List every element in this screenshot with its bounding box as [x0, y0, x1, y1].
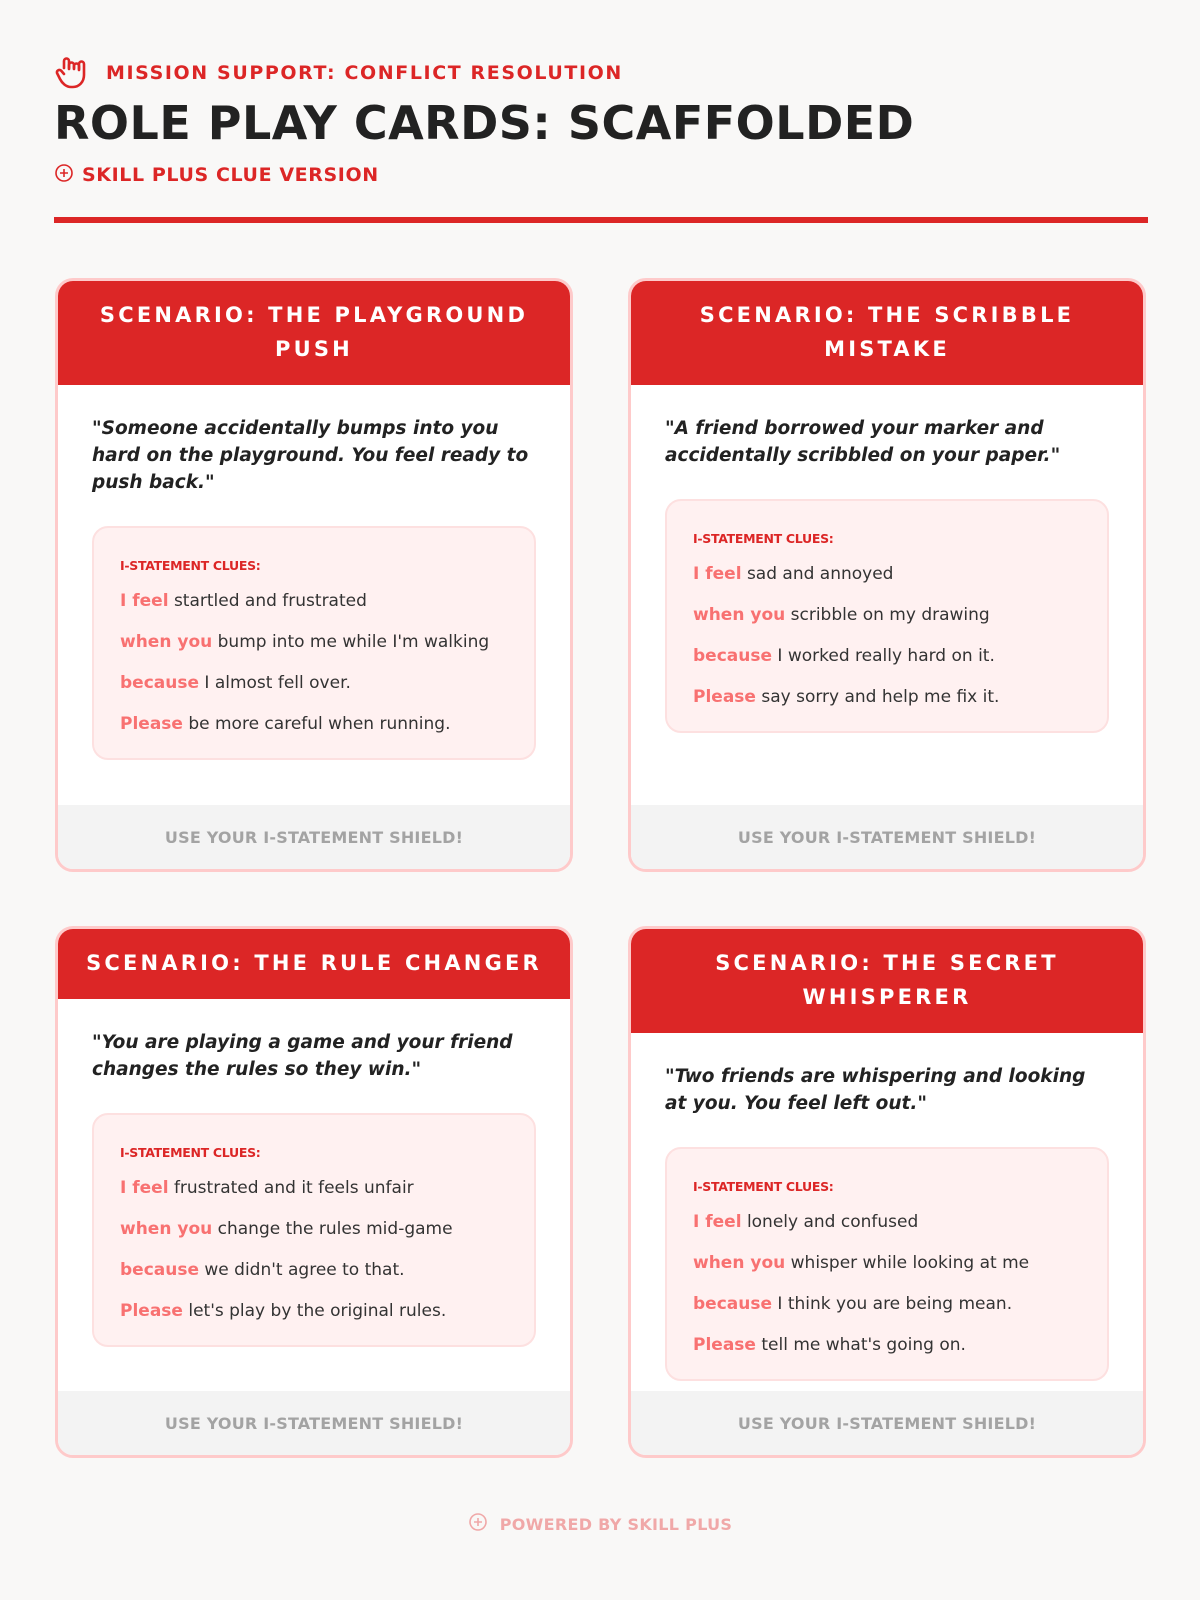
hand-icon — [54, 56, 94, 90]
clue-text: I think you are being mean. — [777, 1294, 1013, 1314]
kicker-text: MISSION SUPPORT: CONFLICT RESOLUTION — [106, 62, 623, 84]
clue-text: lonely and confused — [746, 1212, 919, 1232]
card-title: SCENARIO: THE RULE CHANGER — [58, 929, 570, 999]
clue-text: whisper while looking at me — [790, 1253, 1030, 1273]
clue-line — [120, 1258, 508, 1282]
scenario-text: "You are playing a game and your friend changes the rules so they win." — [92, 1032, 513, 1080]
page-title: ROLE PLAY CARDS: SCAFFOLDED — [54, 96, 915, 150]
clue-key: I feel — [693, 1212, 742, 1232]
footer-text: POWERED BY SKILL PLUS — [499, 1515, 733, 1534]
page-header — [54, 56, 1148, 188]
card-body — [58, 385, 570, 760]
clue-key: because — [693, 646, 772, 666]
clue-text: bump into me while I'm walking — [217, 632, 490, 652]
card-footer: USE YOUR I-STATEMENT SHIELD! — [631, 805, 1143, 869]
clue-text: frustrated and it feels unfair — [173, 1178, 414, 1198]
clue-line — [120, 671, 508, 695]
subtitle — [54, 163, 1148, 188]
scenario-text: "A friend borrowed your marker and accidentally scribbled on your paper." — [665, 418, 1061, 466]
clues-box — [92, 526, 536, 760]
clue-key: when you — [693, 605, 786, 625]
clue-line — [693, 644, 1081, 668]
clues-box — [665, 499, 1109, 733]
clues-box — [92, 1113, 536, 1347]
clue-line — [120, 712, 508, 736]
clue-key: Please — [120, 1301, 183, 1321]
clue-key: I feel — [693, 564, 742, 584]
clue-line — [693, 1251, 1081, 1275]
clue-key: Please — [120, 714, 183, 734]
card-footer: USE YOUR I-STATEMENT SHIELD! — [58, 1391, 570, 1455]
clue-text: change the rules mid-game — [217, 1219, 453, 1239]
card-footer: USE YOUR I-STATEMENT SHIELD! — [58, 805, 570, 869]
clue-key: when you — [693, 1253, 786, 1273]
clue-text: startled and frustrated — [173, 591, 367, 611]
clue-line — [693, 685, 1081, 709]
clue-text: I almost fell over. — [204, 673, 351, 693]
header-divider — [54, 217, 1148, 223]
scenario-text: "Someone accidentally bumps into you hard on the playground. You feel ready to push back." — [92, 418, 529, 493]
clue-line — [693, 603, 1081, 627]
clue-text: we didn't agree to that. — [204, 1260, 405, 1280]
clue-text: sad and annoyed — [746, 564, 894, 584]
card-title: SCENARIO: THE SECRET WHISPERER — [631, 929, 1143, 1033]
clue-line — [120, 630, 508, 654]
subtitle-text: SKILL PLUS CLUE VERSION — [82, 164, 379, 187]
clues-label: I-STATEMENT CLUES: — [120, 558, 261, 573]
card-title: SCENARIO: THE PLAYGROUND PUSH — [58, 281, 570, 385]
card-body — [58, 999, 570, 1347]
clue-line — [693, 1210, 1081, 1234]
clue-line — [120, 1176, 508, 1200]
clue-line — [693, 562, 1081, 586]
clues-box — [665, 1147, 1109, 1381]
clue-line — [120, 1217, 508, 1241]
card-footer: USE YOUR I-STATEMENT SHIELD! — [631, 1391, 1143, 1455]
clue-key: because — [693, 1294, 772, 1314]
role-play-card — [55, 278, 573, 872]
clues-label: I-STATEMENT CLUES: — [693, 531, 834, 546]
clue-key: I feel — [120, 591, 169, 611]
kicker — [54, 56, 1148, 90]
role-play-card — [55, 926, 573, 1458]
clue-line — [693, 1333, 1081, 1357]
plus-circle-icon — [54, 163, 74, 188]
clue-key: when you — [120, 632, 213, 652]
clue-key: I feel — [120, 1178, 169, 1198]
clue-key: when you — [120, 1219, 213, 1239]
role-play-card — [628, 926, 1146, 1458]
clue-text: let's play by the original rules. — [188, 1301, 447, 1321]
role-play-card — [628, 278, 1146, 872]
card-body — [631, 1033, 1143, 1381]
clue-text: be more careful when running. — [188, 714, 451, 734]
clue-key: Please — [693, 1335, 756, 1355]
clue-key: because — [120, 1260, 199, 1280]
clue-line — [120, 589, 508, 613]
clues-label: I-STATEMENT CLUES: — [693, 1179, 834, 1194]
plus-circle-icon — [468, 1512, 488, 1537]
clue-line — [693, 1292, 1081, 1316]
clue-text: say sorry and help me fix it. — [761, 687, 1000, 707]
clue-key: Please — [693, 687, 756, 707]
clue-text: I worked really hard on it. — [777, 646, 995, 666]
card-body — [631, 385, 1143, 733]
clue-text: scribble on my drawing — [790, 605, 990, 625]
scenario-text: "Two friends are whispering and looking at you. You feel left out." — [665, 1066, 1086, 1114]
clue-key: because — [120, 673, 199, 693]
clue-line — [120, 1299, 508, 1323]
clue-text: tell me what's going on. — [761, 1335, 966, 1355]
page-footer — [0, 1512, 1200, 1537]
clues-label: I-STATEMENT CLUES: — [120, 1145, 261, 1160]
card-title: SCENARIO: THE SCRIBBLE MISTAKE — [631, 281, 1143, 385]
